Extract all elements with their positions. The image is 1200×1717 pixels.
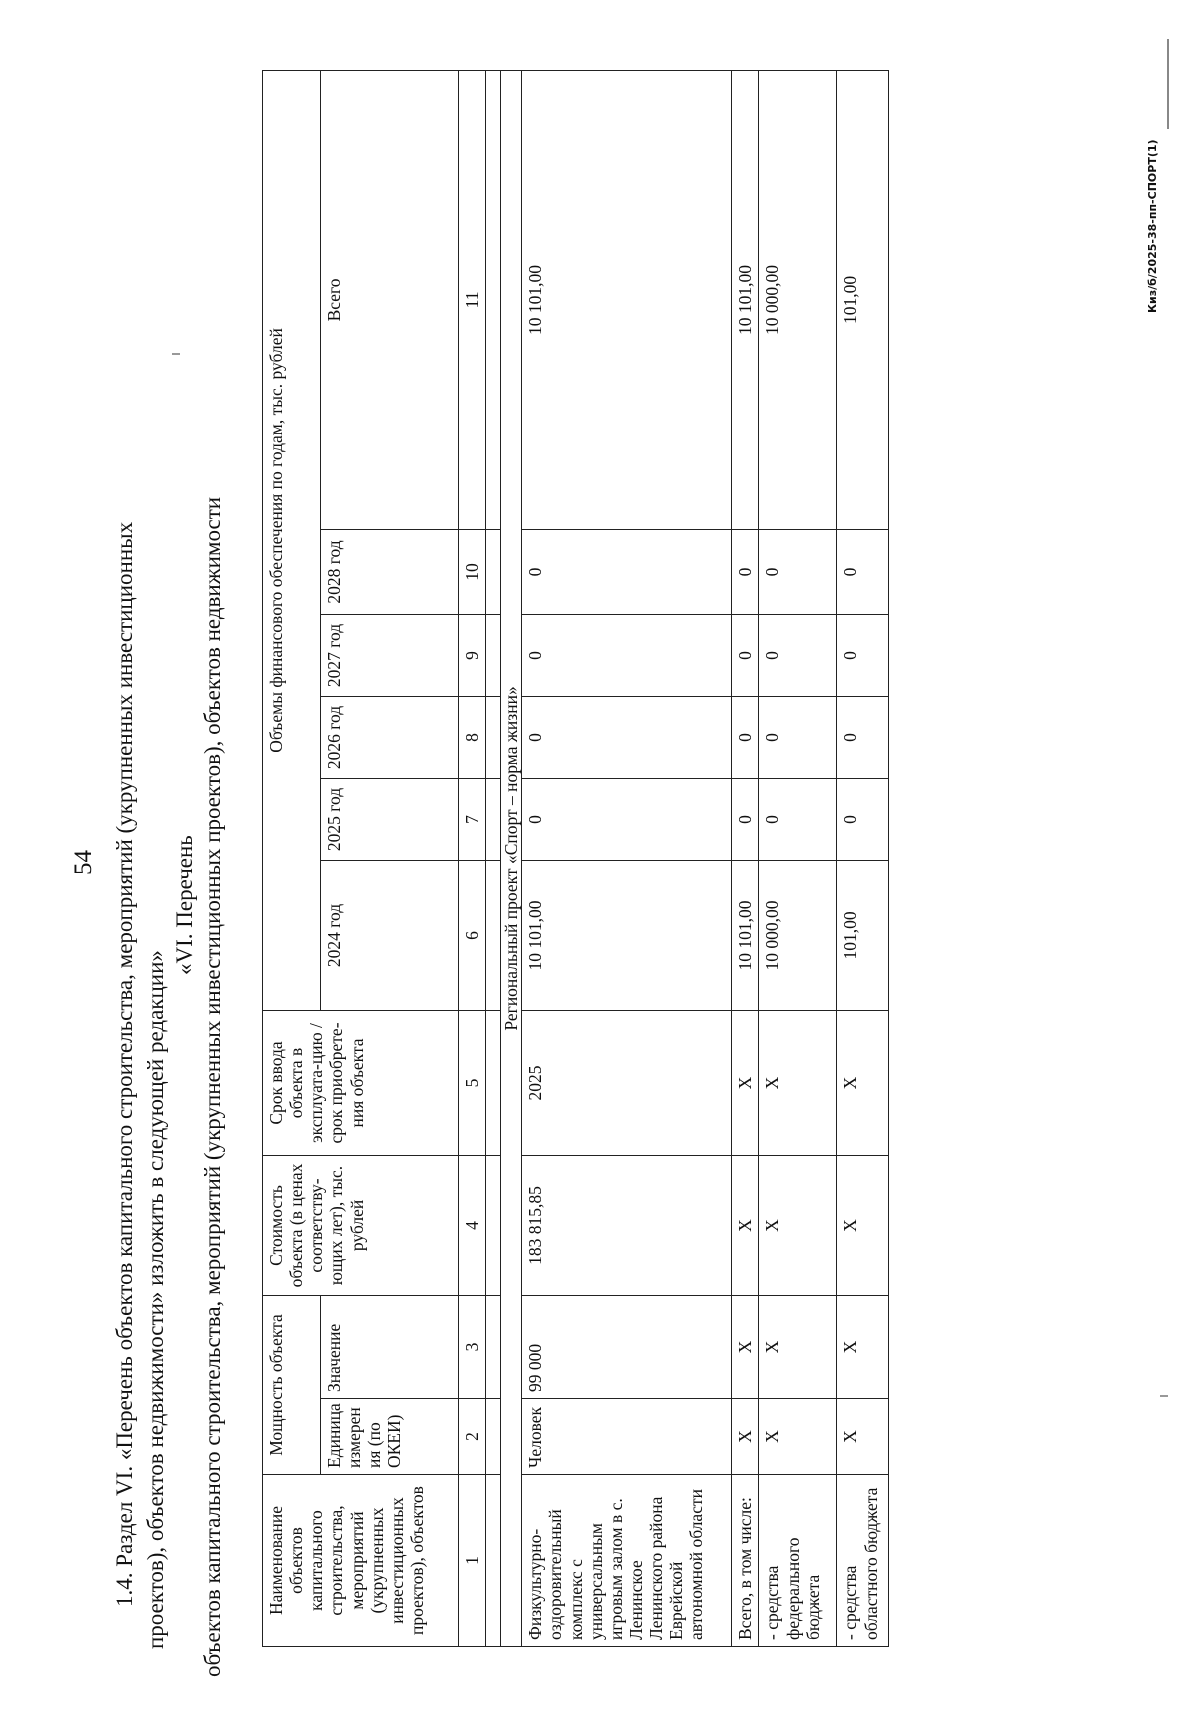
cell-2025: 0 [522, 778, 732, 860]
header-2026: 2026 год [321, 696, 459, 778]
header-value: Значение [321, 1295, 459, 1398]
cell-2025: 0 [732, 778, 759, 860]
cell-unit: X [732, 1399, 759, 1475]
cell-cost: X [732, 1155, 759, 1295]
cell-2028: 0 [759, 529, 837, 614]
header-2028: 2028 год [321, 529, 459, 614]
cell-name: - средства областного бюджета [837, 1475, 889, 1647]
cell-2028: 0 [837, 529, 889, 614]
cell-name: - средства федерального бюджета [759, 1475, 837, 1647]
cell-2027: 0 [759, 614, 837, 696]
document-code: Киз/б/2025-38-пп-СПОРТ(1) [1146, 139, 1159, 313]
cell-2026: 0 [732, 696, 759, 778]
cell-2025: 0 [837, 778, 889, 860]
header-2027: 2027 год [321, 614, 459, 696]
col-number: 2 [459, 1399, 486, 1475]
column-number-row [459, 70, 486, 1646]
cell-term: X [837, 1010, 889, 1155]
col-number: 4 [459, 1155, 486, 1295]
scan-mark [172, 353, 180, 355]
cell-2027: 0 [837, 614, 889, 696]
cell-2026: 0 [522, 696, 732, 778]
cell-2027: 0 [522, 614, 732, 696]
table-row [837, 70, 889, 1646]
cell-2024: 10 101,00 [732, 860, 759, 1010]
col-number: 8 [459, 696, 486, 778]
cell-unit: X [837, 1399, 889, 1475]
header-unit: Единица измерен ия (по ОКЕИ) [321, 1399, 459, 1475]
cell-total: 10 000,00 [759, 70, 837, 529]
heading-line-3: «VI. Перечень [172, 835, 197, 975]
margin-mark [1167, 39, 1169, 129]
spacer-row [486, 70, 501, 1646]
table-row [759, 70, 837, 1646]
section-title: Региональный проект «Спорт – норма жизни» [501, 70, 522, 1646]
cell-unit: X [759, 1399, 837, 1475]
cell-cost: 183 815,85 [522, 1155, 732, 1295]
cell-cost: X [759, 1155, 837, 1295]
header-total: Всего [321, 70, 459, 529]
cell-value: X [732, 1295, 759, 1398]
cell-2024: 10 101,00 [522, 860, 732, 1010]
header-capacity: Мощность объекта [263, 1295, 321, 1474]
cell-2024: 10 000,00 [759, 860, 837, 1010]
header-cost: Стоимость объекта (в ценах соответству-ющих лет), тыс. рублей [263, 1155, 459, 1295]
cell-name: Физкультурно-оздоровительный комплекс с универсальным игровым залом в с. Ленинское Ленинского района Еврейской автономной области [522, 1475, 732, 1647]
cell-value: X [759, 1295, 837, 1398]
cell-total: 10 101,00 [522, 70, 732, 529]
col-number: 11 [459, 70, 486, 529]
header-term: Срок ввода объекта в эксплуата-цию / срок приобрете-ния объекта [263, 1010, 459, 1155]
cell-2028: 0 [522, 529, 732, 614]
col-number: 3 [459, 1295, 486, 1398]
cell-2024: 101,00 [837, 860, 889, 1010]
col-number: 9 [459, 614, 486, 696]
cell-unit: Человек [522, 1399, 732, 1475]
header-finance: Объемы финансового обеспечения по годам, тыс. рублей [263, 70, 321, 1010]
cell-term: X [732, 1010, 759, 1155]
cell-total: 10 101,00 [732, 70, 759, 529]
cell-term: 2025 [522, 1010, 732, 1155]
header-2025: 2025 год [321, 778, 459, 860]
objects-table [262, 70, 889, 1647]
col-number: 1 [459, 1475, 486, 1647]
cell-term: X [759, 1010, 837, 1155]
col-number: 7 [459, 778, 486, 860]
cell-value: X [837, 1295, 889, 1398]
cell-cost: X [837, 1155, 889, 1295]
scan-mark [1160, 1395, 1168, 1397]
cell-2026: 0 [837, 696, 889, 778]
cell-2026: 0 [759, 696, 837, 778]
page-number: 54 [70, 850, 97, 875]
header-2024: 2024 год [321, 860, 459, 1010]
table-row [732, 70, 759, 1646]
col-number: 5 [459, 1010, 486, 1155]
cell-2025: 0 [759, 778, 837, 860]
header-name: Наименование объектов капитального строительства, мероприятий (укрупненных инвестиционных проектов), объектов [263, 1475, 459, 1647]
col-number: 6 [459, 860, 486, 1010]
col-number: 10 [459, 529, 486, 614]
cell-name: Всего, в том числе: [732, 1475, 759, 1647]
cell-2027: 0 [732, 614, 759, 696]
cell-value: 99 000 [522, 1295, 732, 1398]
table-row [522, 70, 732, 1646]
heading-line-2: проектов), объектов недвижимости» изложить в следующей редакции» [143, 950, 168, 1649]
cell-total: 101,00 [837, 70, 889, 529]
heading-line-4: объектов капитального строительства, мероприятий (укрупненных инвестиционных проектов), объектов недвижимости [200, 496, 225, 1677]
heading-line-1: 1.4. Раздел VI. «Перечень объектов капитального строительства, мероприятий (укрупненных инвестиционных [112, 521, 137, 1607]
cell-2028: 0 [732, 529, 759, 614]
